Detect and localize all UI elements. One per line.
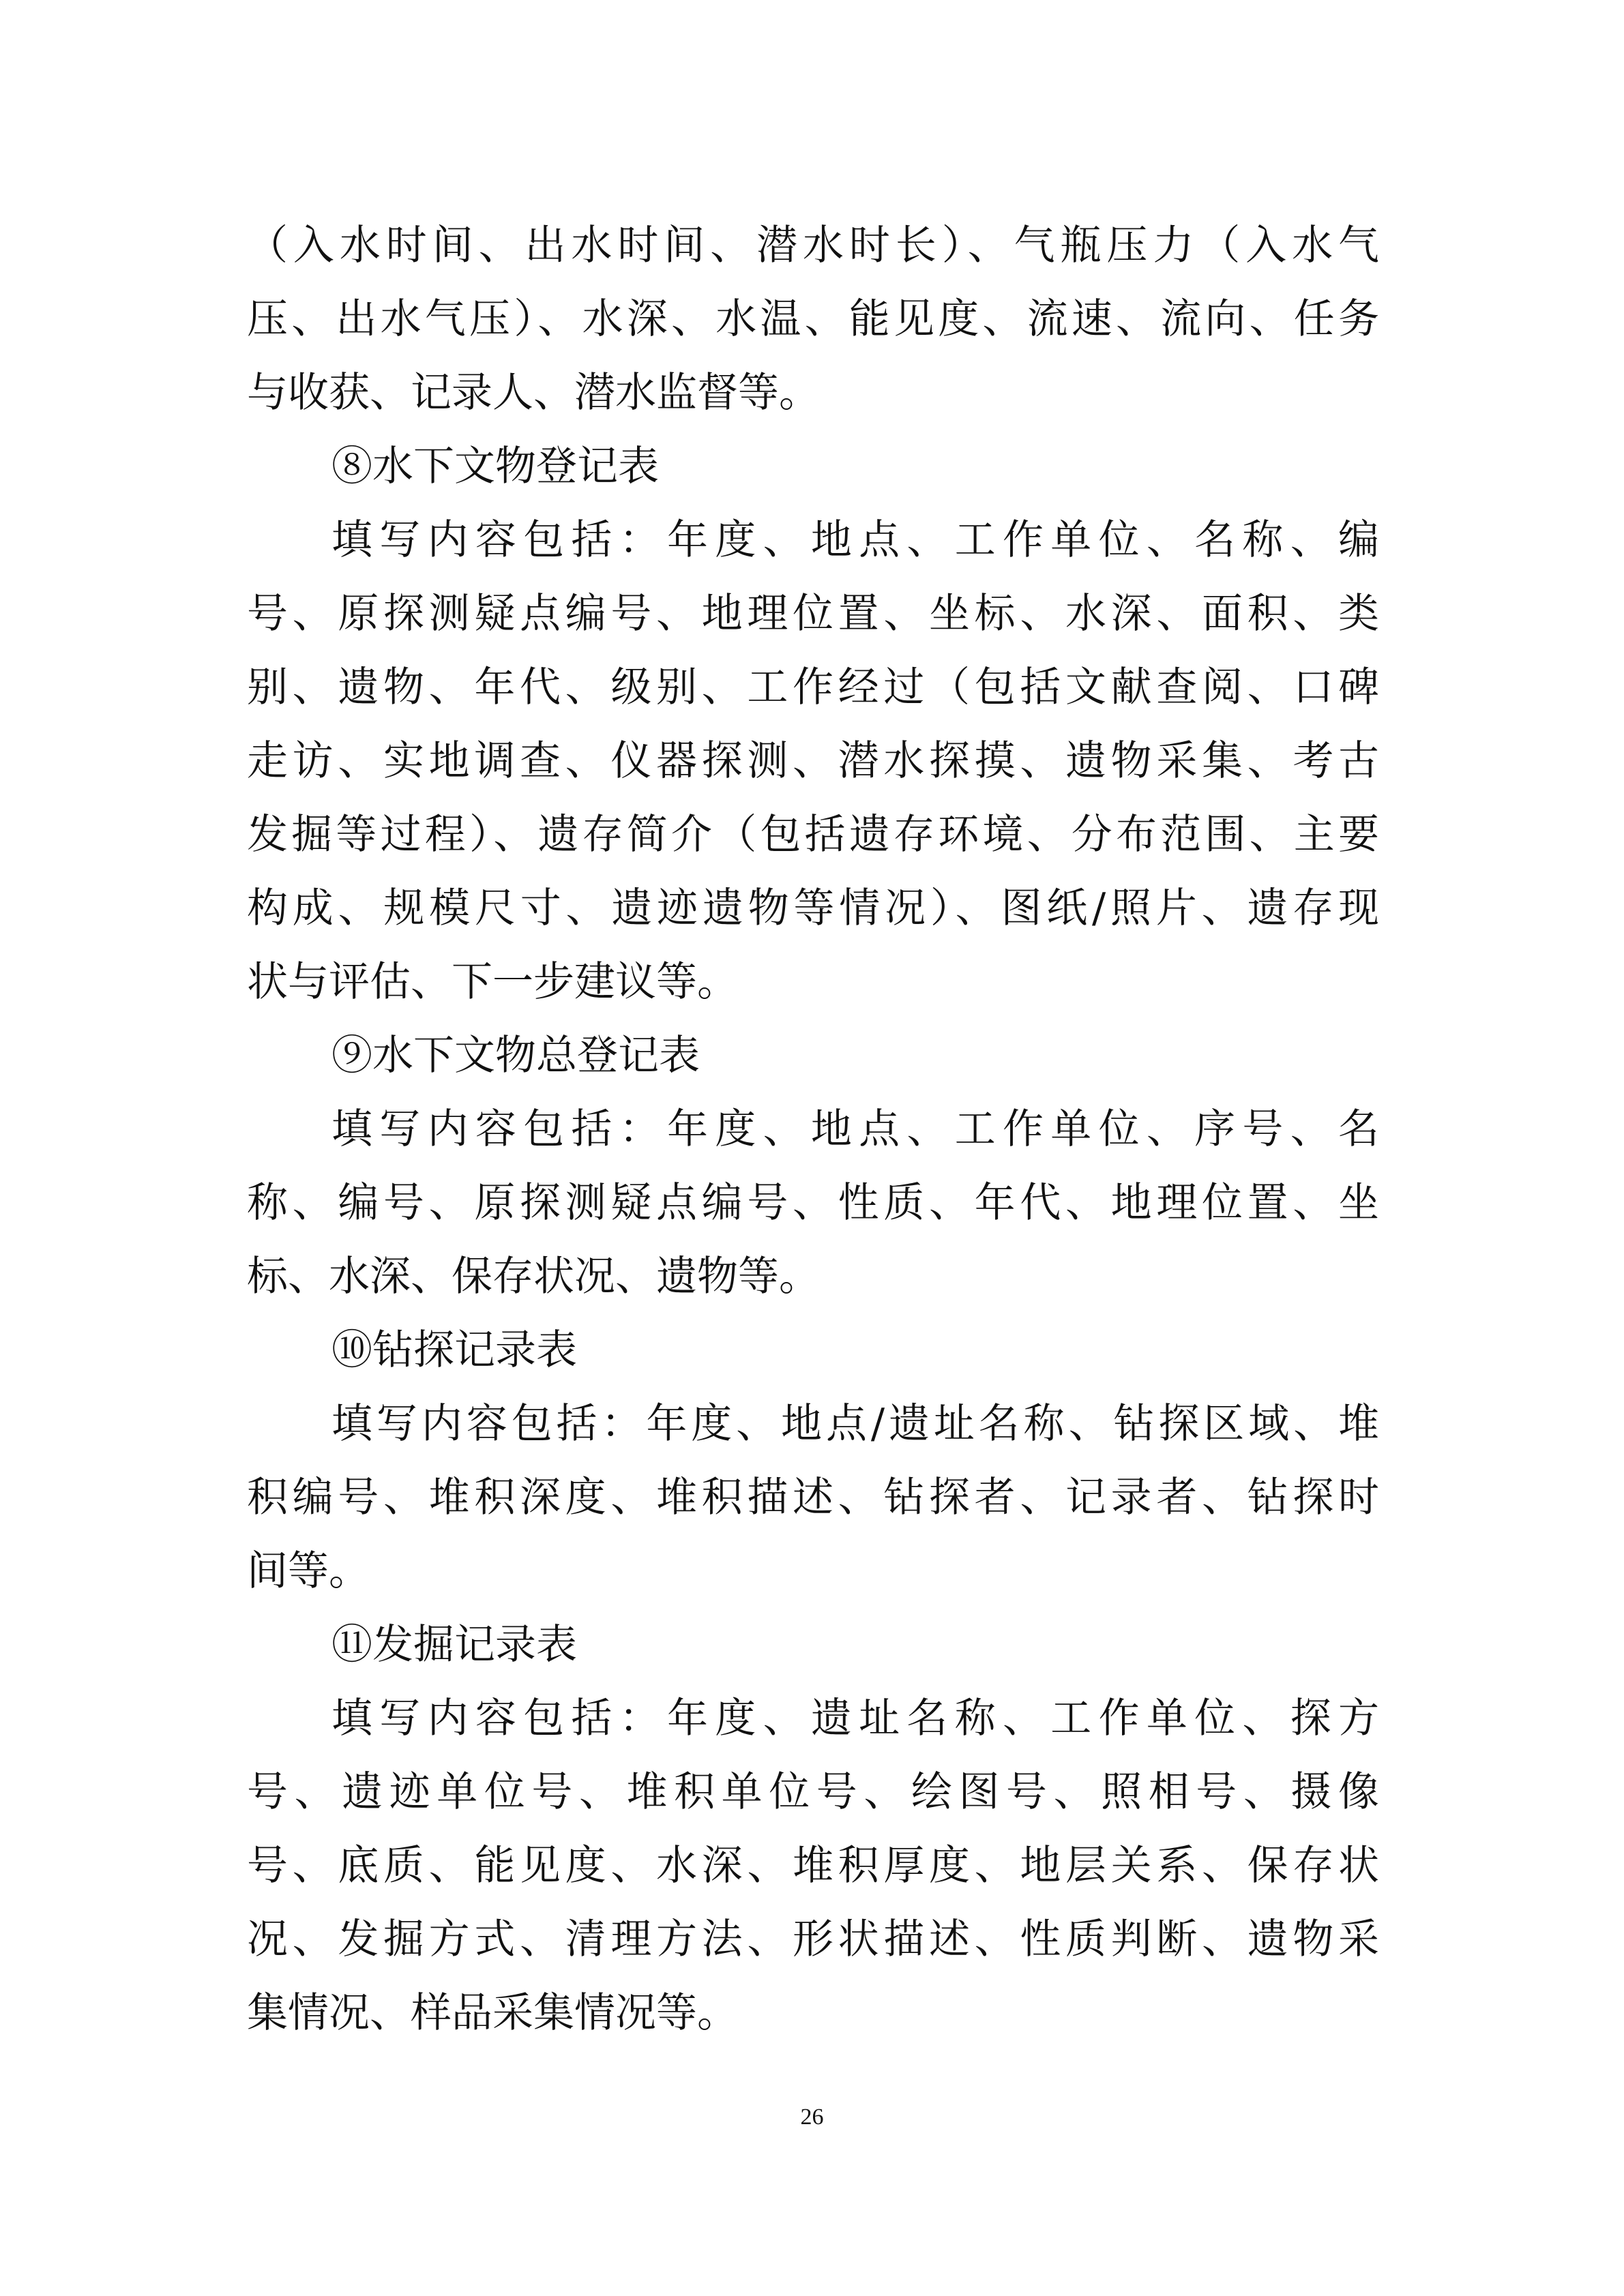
text-line: 别、遗物、年代、级别、工作经过（包括文献查阅、口碑 <box>247 664 1379 711</box>
section-heading-11: ⑪发掘记录表 <box>331 1621 577 1669</box>
text-line: 走访、实地调查、仪器探测、潜水探摸、遗物采集、考古 <box>247 737 1379 785</box>
section-heading-10: ⑩钻探记录表 <box>331 1326 577 1374</box>
text-line: 与收获、记录人、潜水监督等。 <box>247 369 820 417</box>
text-line: 压、出水气压）、水深、水温、能见度、流速、流向、任务 <box>247 295 1379 343</box>
text-line: 积编号、堆积深度、堆积描述、钻探者、记录者、钻探时 <box>247 1474 1379 1521</box>
text-line: 集情况、样品采集情况等。 <box>247 1989 738 2037</box>
text-line: 发掘等过程）、遗存简介（包括遗存环境、分布范围、主要 <box>247 811 1379 859</box>
text-line: 称、编号、原探测疑点编号、性质、年代、地理位置、坐 <box>247 1179 1379 1227</box>
paragraph-first-line: 填写内容包括：年度、地点、工作单位、名称、编 <box>331 516 1379 564</box>
paragraph-first-line: 填写内容包括：年度、地点/遗址名称、钻探区域、堆 <box>331 1400 1379 1448</box>
text-line: 状与评估、下一步建议等。 <box>247 958 738 1006</box>
text-line: 标、水深、保存状况、遗物等。 <box>247 1253 820 1300</box>
page-number: 26 <box>800 2104 824 2130</box>
paragraph-first-line: 填写内容包括：年度、遗址名称、工作单位、探方 <box>331 1695 1379 1742</box>
section-heading-8: ⑧水下文物登记表 <box>331 443 659 490</box>
section-heading-9: ⑨水下文物总登记表 <box>331 1032 700 1079</box>
text-line: 间等。 <box>247 1547 370 1595</box>
paragraph-first-line: 填写内容包括：年度、地点、工作单位、序号、名 <box>331 1105 1379 1153</box>
text-line: 号、底质、能见度、水深、堆积厚度、地层关系、保存状 <box>247 1842 1379 1890</box>
text-line: 号、原探测疑点编号、地理位置、坐标、水深、面积、类 <box>247 590 1379 638</box>
text-line: 号、遗迹单位号、堆积单位号、绘图号、照相号、摄像 <box>247 1768 1379 1816</box>
text-line: 构成、规模尺寸、遗迹遗物等情况）、图纸/照片、遗存现 <box>247 884 1379 932</box>
text-line: （入水时间、出水时间、潜水时长）、气瓶压力（入水气 <box>247 222 1379 269</box>
text-line: 况、发掘方式、清理方法、形状描述、性质判断、遗物采 <box>247 1915 1379 1963</box>
